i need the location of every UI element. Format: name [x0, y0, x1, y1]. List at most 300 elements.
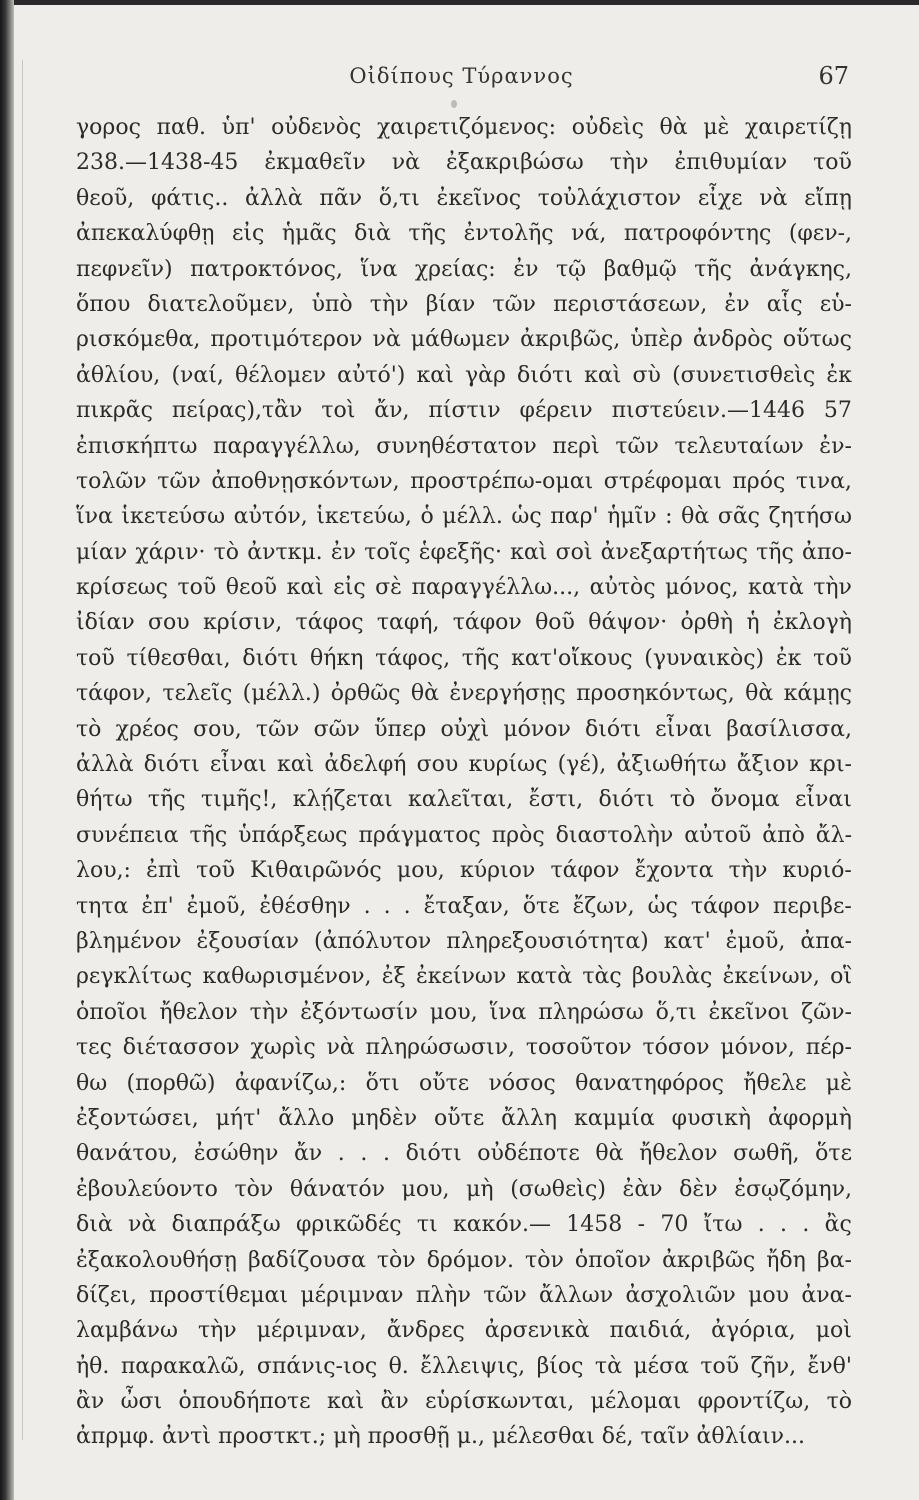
word: τοῖς: [364, 539, 411, 565]
word: δίζει,: [76, 1282, 137, 1308]
word: νὰ: [128, 1212, 157, 1238]
text-line: [76, 393, 852, 428]
word: μόνος,: [665, 575, 739, 601]
word: ἐμοῦ,: [725, 928, 786, 954]
text-line: [76, 145, 852, 180]
word: κατ'οἴκους: [511, 645, 633, 671]
word: ἐκ: [826, 362, 852, 388]
word: ἀπο-: [801, 539, 852, 565]
word: τοὐλάχιστον: [537, 185, 682, 211]
word: εὑρίσκωνται,: [425, 1389, 575, 1415]
word: ἤθελον: [159, 999, 238, 1025]
word: ἤδη: [766, 1247, 806, 1273]
word: βίαν: [425, 291, 476, 317]
word: μὲ: [703, 115, 730, 140]
word: ἐκεῖνος: [436, 185, 522, 211]
word: προτιμότερον: [210, 327, 363, 353]
word: θὰ: [659, 115, 688, 140]
word: γορος: [76, 115, 141, 140]
word: τολῶν: [76, 468, 147, 494]
word: ἐκεῖνοι: [708, 999, 790, 1025]
word: μοὶ: [815, 1318, 852, 1344]
text-line: [76, 1207, 852, 1242]
word: τοῦ: [177, 575, 217, 601]
word: διότι: [143, 752, 200, 778]
word: σπάνις-ιος: [256, 1353, 378, 1379]
word: ἔζων,: [572, 893, 635, 919]
word: αὐτό'): [337, 362, 406, 388]
word: τῶν: [157, 468, 201, 494]
word: κύριον: [459, 858, 536, 884]
word: ἀλλὰ: [76, 752, 134, 778]
word: συνέπεια: [76, 822, 179, 848]
word: θοῦ: [535, 610, 575, 636]
word: ἀπα-: [800, 928, 852, 954]
text-line: [76, 252, 852, 287]
word: ἐκμαθεῖν: [264, 150, 366, 176]
word: θανάτου,: [76, 1141, 179, 1167]
word: πείρας),τἂν: [171, 398, 303, 424]
word: θὰ: [410, 681, 439, 707]
word: οὔτε: [434, 1105, 485, 1131]
word: θὰ: [681, 504, 710, 530]
word: μου,: [396, 858, 445, 884]
word: πατροκτόνος,: [190, 256, 343, 282]
word: περιστάσεων,: [553, 291, 708, 317]
word: ἐν: [724, 291, 750, 317]
word: οὐχὶ: [440, 716, 490, 742]
word: γὰρ: [464, 362, 506, 388]
word: αὐτοῦ: [684, 822, 752, 848]
word: τάφον,: [76, 681, 153, 707]
word: ταῖν: [640, 1424, 690, 1450]
word: (σωθεὶς): [510, 1176, 606, 1202]
word: .: [383, 1141, 391, 1167]
text-line: [76, 1172, 852, 1207]
text-line: [76, 429, 852, 464]
word: πατροφόντης: [623, 221, 772, 247]
word: ἀνδρὸς: [692, 327, 773, 353]
word: μέλλ.: [442, 504, 503, 530]
word: φυσικὴ: [671, 1105, 752, 1131]
word: κατὰ: [748, 575, 804, 601]
word: καθωρισμένον,: [202, 964, 372, 990]
word: ἔταξαν,: [423, 893, 510, 919]
word: παθ.: [156, 115, 207, 140]
word: προσηκόντως,: [576, 681, 735, 707]
word: διατελοῦμεν,: [147, 291, 295, 317]
word: θάνατόν: [289, 1176, 386, 1202]
word: λου,:: [76, 858, 131, 884]
running-title: Οἰδίπους Τύραννος: [349, 64, 574, 88]
word: ὁ: [420, 504, 434, 530]
word: ἐξ: [381, 964, 406, 990]
word: .: [780, 1212, 788, 1238]
word: εἶναι: [795, 787, 852, 813]
word: μου,: [429, 999, 478, 1025]
word: κρίσιν,: [202, 610, 283, 636]
text-line: [76, 1313, 852, 1348]
word: νὰ: [759, 185, 788, 211]
word: τῆς: [756, 539, 794, 565]
text-line: [76, 1419, 852, 1454]
word: χρείας:: [414, 256, 496, 282]
word: διότι: [598, 787, 655, 813]
word: διὰ: [76, 1212, 113, 1238]
word: ἱκετεύσω: [121, 504, 226, 530]
word: ἔχοντα: [634, 858, 714, 884]
word: ἀσχολιῶν: [625, 1282, 736, 1308]
word: ἵνα: [489, 999, 527, 1025]
text-line: [76, 889, 852, 924]
word: τοσοῦτον: [525, 1035, 632, 1061]
word: (ἀπόλυτον: [313, 928, 432, 954]
word: ἀπεκαλύφθῃ: [76, 221, 215, 247]
text-line: [76, 570, 852, 605]
word: ἤθελε: [743, 1070, 807, 1096]
word: 57: [823, 398, 852, 424]
word: ἄν,: [374, 398, 410, 424]
word: τοῦ: [76, 645, 115, 671]
word: βίος: [536, 1353, 584, 1379]
word: θω: [76, 1070, 108, 1096]
word: ἔνθ': [807, 1353, 852, 1379]
word: σᾶς: [717, 504, 761, 530]
word: οὕτως: [782, 327, 852, 353]
word: οὐδενὸς: [271, 115, 362, 140]
word: μέσα: [633, 1353, 689, 1379]
word: τάφος: [295, 610, 364, 636]
word: τῆς: [189, 822, 228, 848]
word: (μέλλ.): [242, 681, 321, 707]
word: κάμῃς: [783, 681, 852, 707]
text-line: [76, 1243, 852, 1278]
word: σοὶ: [555, 539, 593, 565]
word: μέριμναν: [300, 1282, 404, 1308]
word: ρεγκλίτως: [76, 964, 193, 990]
word: τῆς: [147, 787, 186, 813]
word: ἐβουλεύοντο: [76, 1176, 218, 1202]
word: (φεν-,: [788, 221, 852, 247]
word: ἄξιον: [736, 752, 799, 778]
text-line: [76, 676, 852, 711]
word: .: [802, 1212, 810, 1238]
text-line: [76, 1101, 852, 1136]
word: διαπράξω: [171, 1212, 281, 1238]
word: εἴπῃ: [804, 185, 852, 211]
word: ἤθελον: [639, 1141, 718, 1167]
word: τὴν: [197, 1318, 237, 1344]
word: ἰδίαν: [76, 610, 135, 636]
word: ἐθέσθην: [259, 893, 351, 919]
word: ὡς: [511, 504, 542, 530]
word: χωρὶς: [250, 1035, 316, 1061]
word: ἄνδρες: [386, 1318, 465, 1344]
word: πρὸς: [491, 822, 545, 848]
word: διότι: [517, 362, 573, 388]
word: βασίλισσα,: [726, 716, 852, 742]
word: προστίθεμαι: [149, 1282, 289, 1308]
commentary-text: [76, 110, 852, 1455]
word: κατὰ: [516, 964, 573, 990]
word: οὐδεὶς: [571, 115, 644, 140]
word: τινα,: [795, 468, 852, 494]
word: τοὶ: [321, 398, 356, 424]
word: θήτω: [76, 787, 133, 813]
word: κακόν.—: [453, 1212, 551, 1238]
text-line: [76, 641, 852, 676]
word: μέλεσθαι: [492, 1424, 595, 1450]
word: ἐπιθυμίαν: [674, 150, 788, 176]
word: θὰ: [595, 1141, 624, 1167]
word: ὑπὸ: [311, 291, 353, 317]
word: ἄλλη: [501, 1105, 558, 1131]
word: λαμβάνω: [76, 1318, 178, 1344]
word: πικρᾶς: [76, 398, 153, 424]
text-line: [76, 1030, 852, 1065]
word: ἀφορμὴ: [767, 1105, 852, 1131]
word: προσθῇ: [367, 1424, 450, 1450]
text-line: [76, 287, 852, 322]
word: χάριν·: [135, 539, 206, 565]
text-line: [76, 464, 852, 499]
text-line: [76, 110, 852, 145]
word: δὲν: [679, 1176, 718, 1202]
word: ἡμῖν: [607, 504, 657, 530]
word: καὶ: [416, 362, 454, 388]
word: ὡς: [647, 893, 678, 919]
word: καλεῖται,: [407, 787, 514, 813]
word: ὀρθὴ: [680, 610, 734, 636]
word: τάφον: [550, 858, 620, 884]
word: δρόμον.: [426, 1247, 515, 1273]
word: πλὴν: [415, 1282, 471, 1308]
text-line: [76, 605, 852, 640]
word: τες: [76, 1035, 112, 1061]
word: παιδιά,: [609, 1318, 692, 1344]
word: μου: [748, 1282, 790, 1308]
word: προστκτ.;: [217, 1424, 327, 1450]
text-line: [76, 853, 852, 888]
word: καὶ: [510, 539, 548, 565]
word: ἀποθνῃσκόντων,: [211, 468, 400, 494]
ink-speck: [451, 100, 457, 108]
text-line: [76, 818, 852, 853]
word: τίθεσθαι,: [126, 645, 231, 671]
word: ὕπερ: [374, 716, 427, 742]
word: -: [637, 1212, 646, 1238]
word: μὴ: [466, 1176, 494, 1202]
word: ὑπὲρ: [630, 327, 683, 353]
word: ἀντὶ: [161, 1424, 211, 1450]
word: διότι: [585, 716, 641, 742]
word: νὰ: [326, 1035, 355, 1061]
text-line: [76, 995, 852, 1030]
page-header: [74, 62, 849, 96]
word: ἄν: [293, 1141, 323, 1167]
word: ἀντκμ.: [247, 539, 323, 565]
word: ἀξιωθήτω: [616, 752, 727, 778]
word: πρός: [732, 468, 786, 494]
word: θ.: [388, 1353, 409, 1379]
word: τὸ: [76, 716, 102, 742]
word: εἰς: [333, 575, 366, 601]
word: ἀνάγκης,: [749, 256, 852, 282]
book-spine-shadow: [0, 0, 14, 1500]
word: ὀρθῶς: [330, 681, 401, 707]
word: .: [403, 893, 411, 919]
text-line: [76, 924, 852, 959]
word: τὸν: [525, 1247, 564, 1273]
word: ἀνα-: [801, 1282, 852, 1308]
word: 70: [660, 1212, 689, 1238]
word: .: [757, 1212, 765, 1238]
word: ἐκείνων,: [722, 964, 820, 990]
word: τι: [416, 1212, 438, 1238]
text-line: [76, 1384, 852, 1419]
word: περιβε-: [772, 893, 852, 919]
word: καὶ: [286, 575, 324, 601]
word: οἳ: [830, 964, 852, 990]
word: ἂς: [824, 1212, 852, 1238]
word: διαστολὴν: [555, 822, 674, 848]
word: τῆς: [408, 221, 447, 247]
word: ζητήσω: [768, 504, 852, 530]
word: αἷς: [766, 291, 803, 317]
word: τὰς: [582, 964, 622, 990]
word: μηδὲν: [351, 1105, 418, 1131]
word: πληρεξουσιότητα): [446, 928, 649, 954]
word: χαιρετιζόμενος:: [376, 115, 557, 140]
word: τόσον: [642, 1035, 710, 1061]
word: ὦσι: [120, 1389, 163, 1415]
word: ἐξοντώσει,: [76, 1105, 199, 1131]
word: ἡ: [746, 610, 760, 636]
word: ὅ,τι: [378, 185, 420, 211]
word: μὴ: [333, 1424, 361, 1450]
word: πεφνεῖν): [76, 256, 173, 282]
word: κυριό-: [782, 858, 852, 884]
word: φάτις..: [150, 185, 229, 211]
word: τὴν: [369, 291, 409, 317]
word: πέρ-: [805, 1035, 852, 1061]
word: πράγματος: [358, 822, 481, 848]
word: ἡμᾶς: [281, 221, 337, 247]
word: φέρειν: [519, 398, 593, 424]
word: τῶν: [492, 291, 536, 317]
word: ἐκ: [775, 645, 802, 671]
text-line: [76, 358, 852, 393]
word: περὶ: [552, 433, 600, 459]
word: (ναί,: [171, 362, 224, 388]
word: τὴν: [813, 575, 852, 601]
word: οὔτε: [419, 1070, 470, 1096]
word: αὐτὸς: [589, 575, 656, 601]
text-line: [76, 712, 852, 747]
word: ὁπουδήποτε: [178, 1389, 311, 1415]
word: σωθῆ,: [733, 1141, 800, 1167]
word: .: [337, 1141, 345, 1167]
word: τὴν: [728, 858, 768, 884]
word: σου: [416, 752, 459, 778]
word: εἶναι: [209, 752, 267, 778]
word: ζῶν-: [801, 999, 852, 1025]
word: τοῦ: [813, 645, 852, 671]
word: καὶ: [276, 752, 315, 778]
word: νὰ: [372, 327, 401, 353]
word: ἐπισκήπτω: [76, 433, 198, 459]
word: εἰς: [232, 221, 265, 247]
word: ρισκόμεθα,: [76, 327, 201, 353]
word: κλῄζεται: [292, 787, 393, 813]
word: προστρέπω-ομαι: [410, 468, 594, 494]
word: μ.,: [456, 1424, 486, 1450]
word: ἀδελφή: [324, 752, 407, 778]
word: καὶ: [326, 1389, 365, 1415]
word: παρακαλῶ,: [120, 1353, 246, 1379]
text-line: [76, 216, 852, 251]
word: ὅπου: [76, 291, 131, 317]
word: .: [383, 893, 391, 919]
word: κατ': [663, 928, 711, 954]
word: κρίσεως: [76, 575, 168, 601]
word: βλημένον: [76, 928, 182, 954]
word: ὑπ': [221, 115, 256, 140]
word: ὑπάρξεως: [238, 822, 348, 848]
word: τὴν: [609, 150, 649, 176]
word: πιστεύειν.—1446: [611, 398, 806, 424]
word: (γέ),: [557, 752, 607, 778]
word: φροντίζω,: [697, 1389, 811, 1415]
word: εἶναι: [655, 716, 713, 742]
word: τοῦ: [813, 150, 852, 176]
word: νόσος: [488, 1070, 556, 1096]
word: (γυναικὸς): [644, 645, 765, 671]
word: ὅ,τι: [655, 999, 697, 1025]
word: ἐντολῆς: [463, 221, 554, 247]
word: ἐσώθην: [193, 1141, 279, 1167]
word: ἱκετεύω,: [316, 504, 412, 530]
word: κρι-: [809, 752, 852, 778]
word: συνηθέστατον: [376, 433, 537, 459]
word: παραγγέλλω...,: [411, 575, 581, 601]
word: πληρώσωσιν,: [365, 1035, 515, 1061]
word: θεοῦ: [225, 575, 278, 601]
word: ὁποῖον: [574, 1247, 652, 1273]
word: πᾶν: [319, 185, 363, 211]
word: τάφον: [690, 893, 760, 919]
word: ἐνεργήσῃς: [449, 681, 566, 707]
word: τῶν: [255, 716, 300, 742]
word: τὸ: [213, 539, 240, 565]
word: τάφος,: [375, 645, 451, 671]
word: θεοῦ,: [76, 185, 135, 211]
word: ἔλλειψις,: [420, 1353, 526, 1379]
word: πληρώσω: [538, 999, 644, 1025]
word: θανατηφόρος: [575, 1070, 724, 1096]
word: ἐπὶ: [146, 858, 182, 884]
word: τάφον: [452, 610, 522, 636]
word: θήκη: [310, 645, 364, 671]
word: ἂν: [380, 1389, 409, 1415]
word: ἀφανίζω,:: [234, 1070, 347, 1096]
word: μέριμναν,: [256, 1318, 367, 1344]
word: πίστιν: [428, 398, 501, 424]
text-line: [76, 747, 852, 782]
word: νὰ: [391, 150, 420, 176]
page-number: 67: [818, 62, 849, 90]
text-line: [76, 1066, 852, 1101]
